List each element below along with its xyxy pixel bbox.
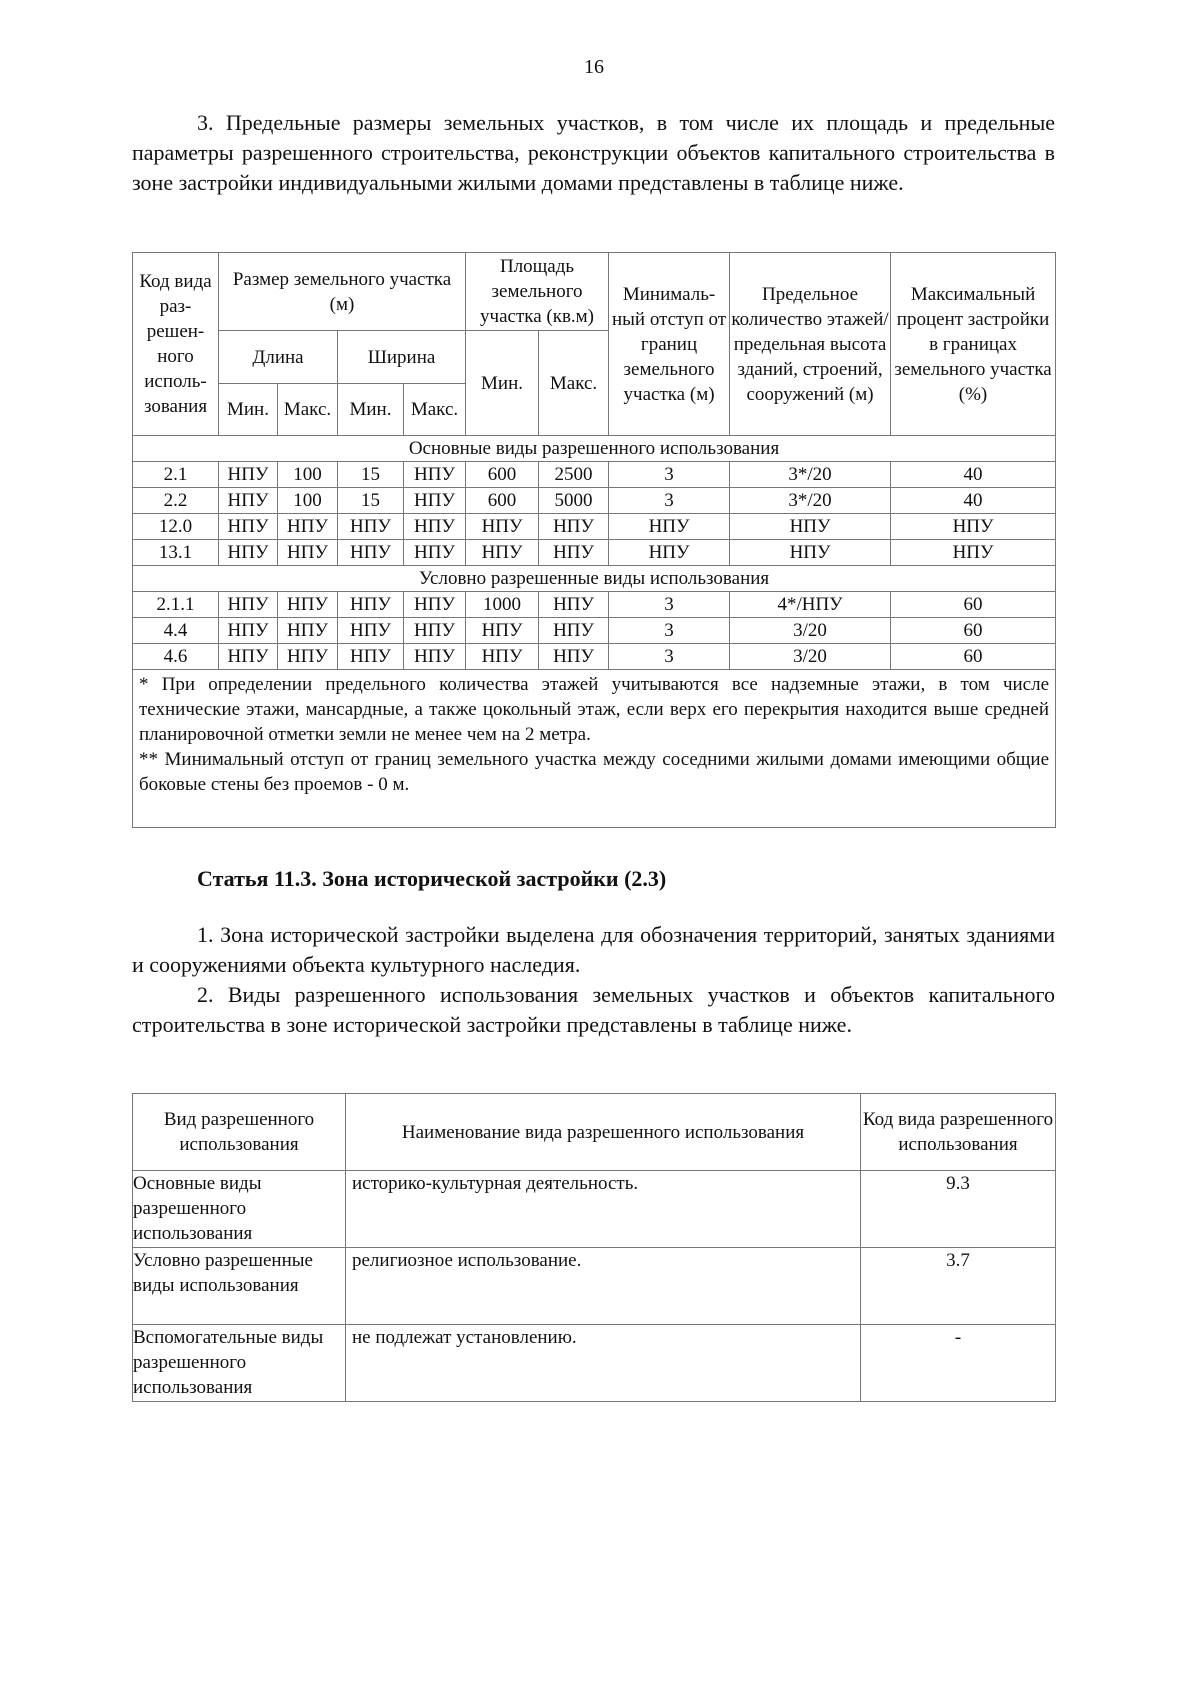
- conditional-rows: [133, 592, 1056, 670]
- table-cell: НПУ: [891, 540, 1056, 566]
- table-cell: НПУ: [219, 514, 278, 540]
- table-cell: 3*/20: [730, 462, 891, 488]
- table-cell: НПУ: [539, 540, 609, 566]
- table-row: [133, 1325, 1056, 1402]
- table-cell: НПУ: [609, 540, 730, 566]
- table-cell: 2.1.1: [133, 592, 219, 618]
- table-cell: НПУ: [404, 514, 466, 540]
- header-usage-code: Код вида разрешенного использования: [861, 1094, 1056, 1171]
- section-main: Основные виды разрешенного использования: [133, 436, 1056, 462]
- paragraph-1: 1. Зона исторической застройки выделена для обозначения территорий, занятых зданиями и сооружениями объекта культурного наследия.: [132, 922, 1055, 977]
- table-cell: 4.4: [133, 618, 219, 644]
- table-row: [133, 462, 1056, 488]
- table-cell: НПУ: [539, 592, 609, 618]
- table-cell: 3: [609, 592, 730, 618]
- table-cell: 1000: [466, 592, 539, 618]
- table-cell: НПУ: [730, 514, 891, 540]
- table-cell: 15: [338, 488, 404, 514]
- table-cell: НПУ: [338, 514, 404, 540]
- header-setback: Минималь-ный отступ от границ земельного участка (м): [609, 253, 730, 436]
- table-cell: 3/20: [730, 644, 891, 670]
- table-cell: 2.1: [133, 462, 219, 488]
- table-cell: не подлежат установлению.: [346, 1325, 861, 1402]
- header-area-max: Макс.: [539, 331, 609, 436]
- table-cell: НПУ: [404, 644, 466, 670]
- main-rows: [133, 462, 1056, 566]
- table-cell: НПУ: [219, 488, 278, 514]
- table-cell: 3: [609, 462, 730, 488]
- table-cell: 13.1: [133, 540, 219, 566]
- table-cell: 60: [891, 644, 1056, 670]
- table-cell: НПУ: [466, 618, 539, 644]
- table-cell: НПУ: [219, 644, 278, 670]
- header-width-max: Макс.: [404, 384, 466, 436]
- land-parameters-table: [132, 252, 1056, 828]
- table-row: [133, 618, 1056, 644]
- table-cell: 3: [609, 488, 730, 514]
- table-cell: 40: [891, 462, 1056, 488]
- table-cell: НПУ: [278, 540, 338, 566]
- table-cell: -: [861, 1325, 1056, 1402]
- table-cell: НПУ: [466, 514, 539, 540]
- table-cell: НПУ: [539, 618, 609, 644]
- table-cell: НПУ: [278, 514, 338, 540]
- footnotes: [133, 670, 1056, 828]
- footnote-1: * При определении предельного количества этажей учитываются все надземные этажи, в том числе технические этажи, мансардные, а также цокольный этаж, если верх его перекрытия находится выше средней планировочной отметки земли не менее чем на 2 метра.: [139, 674, 1050, 745]
- header-width-min: Мин.: [338, 384, 404, 436]
- table-cell: 4*/НПУ: [730, 592, 891, 618]
- table-cell: НПУ: [539, 644, 609, 670]
- table-cell: НПУ: [404, 618, 466, 644]
- header-percent: Максимальный процент застройки в границах земельного участка (%): [891, 253, 1056, 436]
- table-cell: 2500: [539, 462, 609, 488]
- table-cell: религиозное использование.: [346, 1248, 861, 1325]
- table-cell: 3/20: [730, 618, 891, 644]
- header-area-min: Мин.: [466, 331, 539, 436]
- table-cell: НПУ: [466, 644, 539, 670]
- table-cell: НПУ: [338, 592, 404, 618]
- table-cell: НПУ: [278, 644, 338, 670]
- paragraph-2: 2. Виды разрешенного использования земельных участков и объектов капитального строительства в зоне исторической застройки представлены в таблице ниже.: [132, 982, 1055, 1037]
- header-length: Длина: [219, 331, 338, 384]
- table-row: [133, 1171, 1056, 1248]
- table-cell: 600: [466, 462, 539, 488]
- table-cell: 3: [609, 644, 730, 670]
- header-code: Код вида раз-решен-ного исполь-зования: [133, 253, 219, 436]
- header-floors: Предельное количество этажей/ предельная высота зданий, строений, сооружений (м): [730, 253, 891, 436]
- table-cell: 5000: [539, 488, 609, 514]
- article-heading: Статья 11.3. Зона исторической застройки (2.3): [197, 866, 667, 891]
- table-row: [133, 514, 1056, 540]
- header-length-max: Макс.: [278, 384, 338, 436]
- table-cell: 100: [278, 488, 338, 514]
- table-cell: НПУ: [609, 514, 730, 540]
- table-cell: НПУ: [219, 462, 278, 488]
- section-conditional: Условно разрешенные виды использования: [133, 566, 1056, 592]
- table-cell: НПУ: [730, 540, 891, 566]
- table-cell: НПУ: [539, 514, 609, 540]
- table-cell: НПУ: [338, 540, 404, 566]
- table-cell: 100: [278, 462, 338, 488]
- table-row: [133, 1248, 1056, 1325]
- table-cell: НПУ: [338, 618, 404, 644]
- page-number: 16: [584, 56, 604, 78]
- header-usage-name: Наименование вида разрешенного использования: [346, 1094, 861, 1171]
- header-size: Размер земельного участка (м): [219, 253, 466, 331]
- usage-types-table: [132, 1093, 1056, 1402]
- intro-paragraph: 3. Предельные размеры земельных участков, в том числе их площадь и предельные параметры разрешенного строительства, реконструкции объектов капитального строительства в зоне застройки индивидуальными жилыми домами представлены в таблице ниже.: [132, 110, 1055, 195]
- table-cell: НПУ: [404, 488, 466, 514]
- table-cell: 15: [338, 462, 404, 488]
- table-row: [133, 540, 1056, 566]
- table-cell: НПУ: [404, 540, 466, 566]
- footnote-2: ** Минимальный отступ от границ земельного участка между соседними жилыми домами имеющими общие боковые стены без проемов - 0 м.: [139, 749, 1050, 795]
- table-cell: НПУ: [466, 540, 539, 566]
- table-row: [133, 592, 1056, 618]
- header-length-min: Мин.: [219, 384, 278, 436]
- table-row: [133, 644, 1056, 670]
- table-cell: 12.0: [133, 514, 219, 540]
- table-cell: НПУ: [404, 462, 466, 488]
- header-width: Ширина: [338, 331, 466, 384]
- table-cell: 2.2: [133, 488, 219, 514]
- table-cell: 600: [466, 488, 539, 514]
- table-cell: НПУ: [338, 644, 404, 670]
- table-row: [133, 488, 1056, 514]
- table-cell: НПУ: [219, 592, 278, 618]
- table-cell: 3*/20: [730, 488, 891, 514]
- table-cell: историко-культурная деятельность.: [346, 1171, 861, 1248]
- table-cell: 60: [891, 592, 1056, 618]
- table-cell: НПУ: [278, 592, 338, 618]
- table-cell: 3.7: [861, 1248, 1056, 1325]
- table-cell: 60: [891, 618, 1056, 644]
- table-cell: НПУ: [219, 540, 278, 566]
- table-cell: НПУ: [891, 514, 1056, 540]
- table-cell: 3: [609, 618, 730, 644]
- table-cell: НПУ: [278, 618, 338, 644]
- table-cell: НПУ: [404, 592, 466, 618]
- table-cell: НПУ: [219, 618, 278, 644]
- table-cell: Условно разрешенные виды использования: [133, 1248, 346, 1325]
- table-cell: 9.3: [861, 1171, 1056, 1248]
- table-cell: Вспомогательные виды разрешенного использования: [133, 1325, 346, 1402]
- table-cell: Основные виды разрешенного использования: [133, 1171, 346, 1248]
- table-cell: 40: [891, 488, 1056, 514]
- header-area: Площадь земельного участка (кв.м): [466, 253, 609, 331]
- table-cell: 4.6: [133, 644, 219, 670]
- header-usage-type: Вид разрешенного использования: [133, 1094, 346, 1171]
